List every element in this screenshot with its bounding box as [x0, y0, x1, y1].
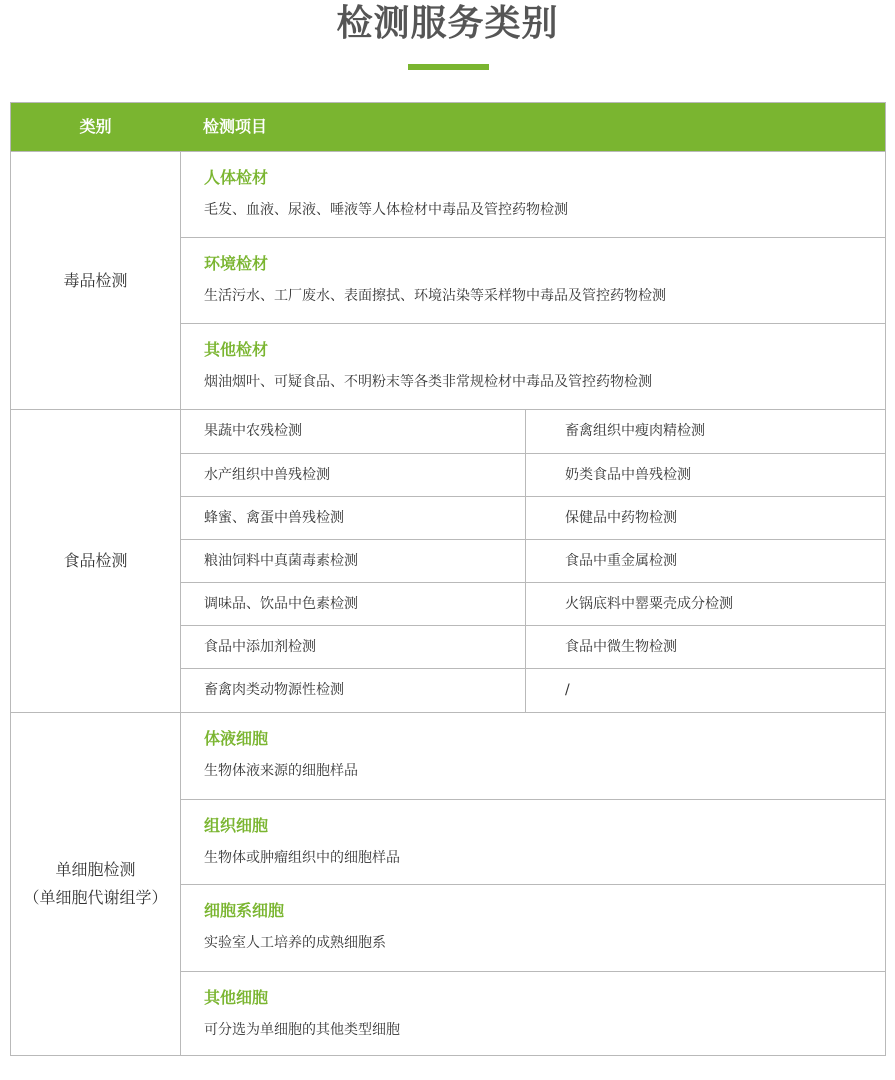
table-cell: 保健品中药物检测 — [565, 510, 677, 526]
item-name: 环境检材 — [204, 254, 269, 273]
category-label: 毒品检测 — [63, 270, 128, 290]
table-row — [181, 582, 885, 625]
item-desc: 烟油烟叶、可疑食品、不明粉末等各类非常规检材中毒品及管控药物检测 — [204, 374, 652, 390]
item-desc: 实验室人工培养的成熟细胞系 — [204, 935, 386, 951]
table-row — [181, 410, 885, 453]
item-desc: 生物体或肿瘤组织中的细胞样品 — [204, 850, 400, 866]
title-underline — [408, 64, 489, 70]
item-desc: 生活污水、工厂废水、表面擦拭、环境沾染等采样物中毒品及管控药物检测 — [204, 288, 666, 304]
header-category: 类别 — [79, 117, 112, 136]
table-cell: 果蔬中农残检测 — [181, 410, 526, 453]
table-cell: 火锅底料中罂粟壳成分检测 — [565, 596, 733, 612]
table-cell: 畜禽组织中瘦肉精检测 — [565, 423, 705, 439]
table-cell: 蜂蜜、禽蛋中兽残检测 — [181, 497, 526, 539]
category-label: 单细胞检测 — [55, 860, 136, 879]
section-single-cell-testing — [11, 712, 885, 1055]
table-cell: 畜禽肉类动物源性检测 — [181, 669, 526, 712]
item-name: 其他检材 — [204, 340, 269, 359]
section-food-testing — [11, 409, 885, 712]
item-name: 人体检材 — [204, 168, 269, 187]
item-desc: 生物体液来源的细胞样品 — [204, 763, 358, 779]
list-item — [181, 713, 885, 799]
table-row — [181, 625, 885, 668]
list-item — [181, 152, 885, 237]
table-row — [181, 453, 885, 496]
table-cell: 食品中微生物检测 — [565, 639, 677, 655]
table-cell: 粮油饲料中真菌毒素检测 — [181, 540, 526, 582]
section-drug-testing — [11, 151, 885, 409]
item-desc: 可分选为单细胞的其他类型细胞 — [204, 1022, 400, 1038]
table-cell: 食品中重金属检测 — [565, 553, 677, 569]
category-cell — [11, 152, 181, 409]
page-title: 检测服务类别 — [336, 3, 559, 44]
list-item — [181, 884, 885, 971]
table-row — [181, 539, 885, 582]
table-cell: 调味品、饮品中色素检测 — [181, 583, 526, 625]
category-label: 食品检测 — [63, 551, 128, 570]
item-desc: 毛发、血液、尿液、唾液等人体检材中毒品及管控药物检测 — [204, 202, 568, 218]
items-cell — [181, 152, 885, 409]
table-cell: / — [565, 682, 570, 698]
table-cell: 食品中添加剂检测 — [181, 626, 526, 668]
item-name: 其他细胞 — [204, 988, 269, 1007]
item-name: 组织细胞 — [204, 816, 269, 835]
items-cell — [181, 410, 885, 712]
table-row — [181, 496, 885, 539]
item-name: 细胞系细胞 — [204, 901, 285, 920]
header-items: 检测项目 — [203, 117, 268, 136]
category-cell — [11, 713, 181, 1055]
service-table — [10, 102, 886, 1056]
list-item — [181, 799, 885, 884]
item-name: 体液细胞 — [204, 729, 269, 748]
table-header — [11, 103, 885, 151]
items-cell — [181, 713, 885, 1055]
table-row — [181, 668, 885, 712]
list-item — [181, 237, 885, 323]
table-cell: 水产组织中兽残检测 — [181, 454, 526, 496]
list-item — [181, 323, 885, 409]
category-cell — [11, 410, 181, 712]
list-item — [181, 971, 885, 1055]
category-sublabel: （单细胞代谢组学） — [23, 888, 168, 907]
table-cell: 奶类食品中兽残检测 — [565, 467, 691, 483]
